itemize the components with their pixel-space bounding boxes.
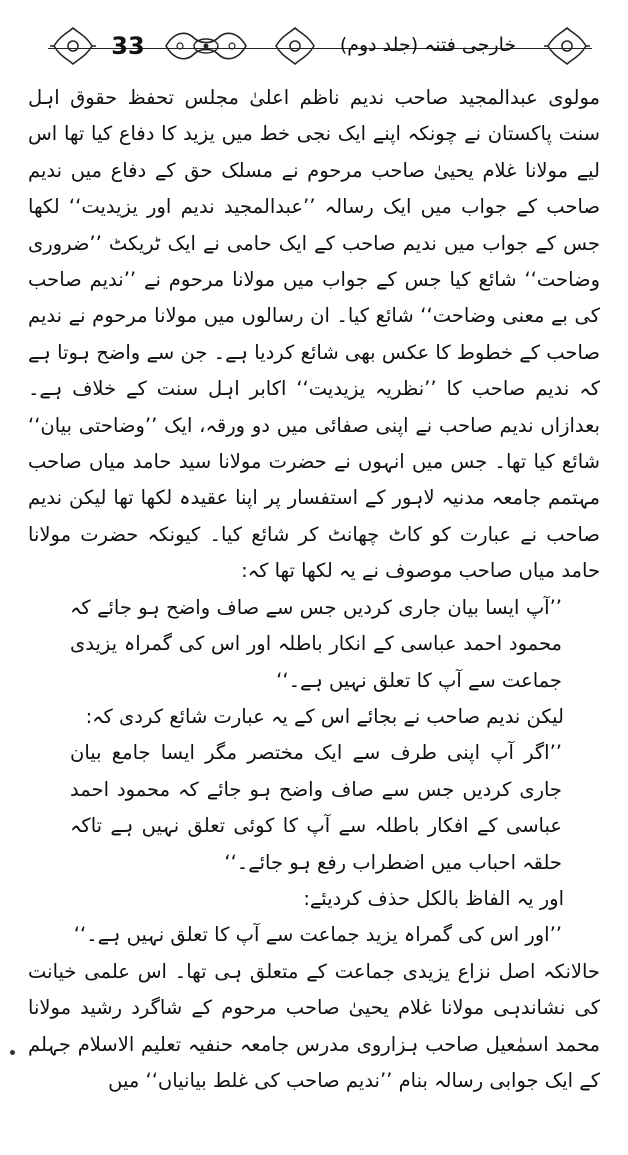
running-title: خارجی فتنہ (جلد دوم): [339, 34, 517, 56]
ornament-right-icon: [544, 24, 590, 68]
margin-dot: [10, 1050, 15, 1055]
ornament-mid-icon: [272, 24, 318, 68]
paragraph-4: حالانکہ اصل نزاع یزیدی جماعت کے متعلق ہی تھا۔ اس علمی خیانت کی نشاندہی مولانا غلام یحییٰ صاحب مرحوم کے شاگرد رشید مولانا محمد اسمٰعیل صاحب ہزاروی مدرس جامعہ حنفیہ تعلیم الاسلام جہلم کے ایک جوابی رسالہ بنام ’’ندیم صاحب کی غلط بیانیاں‘‘ میں: [28, 959, 600, 1092]
ornament-center-icon: [160, 24, 252, 68]
quote-2: ’’اگر آپ اپنی طرف سے ایک مختصر مگر ایسا جامع بیان جاری کردیں جس سے صاف واضح ہو جائے کہ محمود احمد عباسی کے افکار باطلہ سے آپ کا کوئی تعلق نہیں ہے تاکہ حلقہ احباب میں اضطراب رفع ہو جائے۔‘‘: [70, 741, 562, 874]
page-number: 33: [111, 32, 145, 60]
page-body: [28, 80, 600, 1117]
quote-3: ’’اور اس کی گمراہ یزید جماعت سے آپ کا تعلق نہیں ہے۔‘‘: [73, 923, 562, 947]
paragraph-1: مولوی عبدالمجید صاحب ندیم ناظم اعلیٰ مجلس تحفظ حقوق اہل سنت پاکستان نے چونکہ اپنے ایک نجی خط میں یزید کا دفاع کیا تھا اس لیے مولانا غلام یحییٰ صاحب مرحوم نے مسلک حق کے دفاع میں ندیم صاحب کے جواب میں ایک رسالہ ’’عبدالمجید ندیم اور یزیدیت‘‘ لکھا جس کے جواب میں ندیم صاحب کے ایک حامی نے ایک ٹریکٹ ’’ضروری وضاحت‘‘ شائع کیا جس کے جواب میں مولانا مرحوم نے ’’ندیم صاحب کی بے معنی وضاحت‘‘ شائع کیا۔ ان رسالوں میں مولانا مرحوم نے ندیم صاحب کے خطوط کا عکس بھی شائع کردیا ہے۔ جن سے واضح ہوتا ہے کہ ندیم صاحب کا ’’نظریہ یزیدیت‘‘ اکابر اہل سنت کے خلاف ہے۔ بعدازاں ندیم صاحب نے اپنی صفائی میں دو ورقہ، ایک ’’وضاحتی بیان‘‘ شائع کیا تھا۔ جس میں انہوں نے حضرت مولانا سید حامد میاں صاحب مہتمم جامعہ مدنیہ لاہور کے استفسار پر اپنا عقیدہ لکھا تھا لیکن ندیم صاحب نے عبارت کو کاٹ چھانٹ کر شائع کیا۔ کیونکہ حضرت مولانا حامد میاں صاحب موصوف نے یہ لکھا تھا کہ:: [28, 86, 600, 583]
quote-1: ’’آپ ایسا بیان جاری کردیں جس سے صاف واضح ہو جائے کہ محمود احمد عباسی کے انکار باطلہ اور اس کی گمراہ یزیدی جماعت سے آپ کا تعلق نہیں ہے۔‘‘: [70, 595, 562, 692]
page-header: [0, 0, 628, 80]
paragraph-2: لیکن ندیم صاحب نے بجائے اس کے یہ عبارت شائع کردی کہ:: [85, 704, 564, 728]
paragraph-3: اور یہ الفاظ بالکل حذف کردیئے:: [303, 886, 564, 910]
ornament-left-icon: [50, 24, 96, 68]
